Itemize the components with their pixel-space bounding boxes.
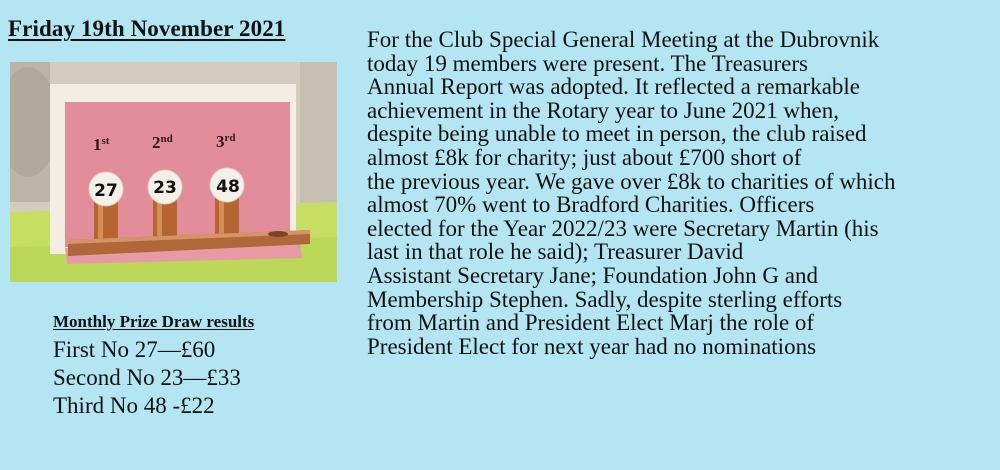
prize-item-first: First No 27—£60 xyxy=(53,337,216,362)
place-label-3: 3rd xyxy=(216,132,236,151)
report-line: last in that role he said); Treasurer David xyxy=(367,239,744,265)
place-label-1: 1st xyxy=(93,135,110,154)
report-line: despite being unable to meet in person, the club raised xyxy=(367,121,867,147)
report-line: the previous year. We gave over £8k to charities of which xyxy=(367,168,896,194)
report-line: Membership Stephen. Sadly, despite sterling efforts xyxy=(367,286,843,312)
report-line: achievement in the Rotary year to June 2021 when, xyxy=(367,97,839,123)
prize-draw-photo xyxy=(10,62,337,282)
report-line: Assistant Secretary Jane; Foundation John G and xyxy=(367,262,818,288)
prize-draw-results xyxy=(53,312,254,420)
report-line: almost 70% went to Bradford Charities. Officers xyxy=(367,192,815,218)
report-line: For the Club Special General Meeting at the Dubrovnik xyxy=(367,27,880,52)
report-line: today 19 members were present. The Treasurers xyxy=(367,50,808,76)
report-line: Annual Report was adopted. It reflected a remarkable xyxy=(367,74,861,100)
prize-list xyxy=(53,336,254,420)
report-line: elected for the Year 2022/23 were Secretary Martin (his xyxy=(367,215,879,241)
ball-number-1: 27 xyxy=(94,181,118,201)
prize-draw-heading: Monthly Prize Draw results xyxy=(53,312,255,331)
meeting-report xyxy=(367,28,997,358)
date-title: Friday 19th November 2021 xyxy=(8,16,286,41)
report-line: from Martin and President Elect Marj the role of xyxy=(367,310,815,336)
ball-number-2: 23 xyxy=(153,178,177,198)
report-line: President Elect for next year had no nominations xyxy=(367,333,817,359)
prize-item-second: Second No 23—£33 xyxy=(53,365,241,390)
ball-number-3: 48 xyxy=(216,177,240,197)
report-line: almost £8k for charity; just about £700 short of xyxy=(367,144,802,170)
prize-item-third: Third No 48 -£22 xyxy=(53,393,215,418)
place-label-2: 2nd xyxy=(152,133,173,152)
